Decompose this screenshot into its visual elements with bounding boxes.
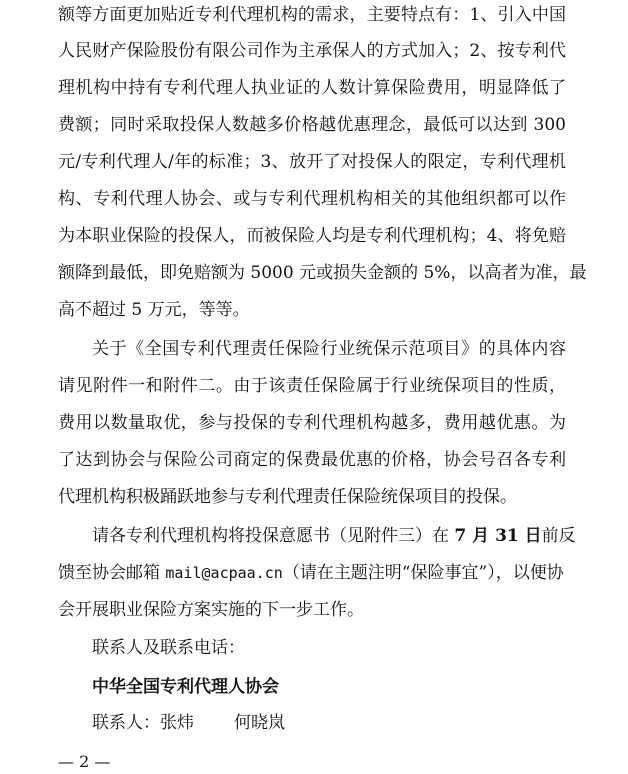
contact-person-1: 张炜 (160, 713, 194, 733)
paragraph-3-line-1-before: 请各专利代理机构将投保意愿书（见附件三）在 (92, 526, 455, 546)
contact-person-2: 何晓岚 (234, 713, 285, 733)
paragraph-3-line-1 (92, 525, 576, 547)
paragraph-1-line-8: 额降到最低，即免赔额为 5000 元或损失金额的 5%，以高者为准，最 (58, 263, 587, 283)
paragraph-1-line-6: 构、专利代理人协会、或与专利代理机构相关的其他组织都可以作 (58, 189, 566, 209)
paragraph-3-line-2-before: 馈至协会邮箱 (58, 563, 166, 583)
deadline-date: 7 月 31 日 (454, 526, 542, 546)
paragraph-1-line-5: 元/专利代理人/年的标准；3、放开了对投保人的限定，专利代理机 (58, 152, 566, 172)
paragraph-1-line-4: 费额；同时采取投保人数越多价格越优惠理念，最低可以达到 300 (58, 115, 566, 135)
paragraph-3-line-2-after: （请在主题注明“保险事宜”），以便协 (282, 563, 564, 583)
contact-persons (92, 712, 285, 734)
contact-intro: 联系人及联系电话： (92, 638, 245, 658)
email-address: mail@acpaa.cn (165, 564, 283, 582)
paragraph-3-line-3: 会开展职业保险方案实施的下一步工作。 (58, 600, 364, 620)
paragraph-2-line-5: 代理机构积极踊跃地参与专利代理责任保险统保项目的投保。 (58, 487, 517, 507)
organization-name: 中华全国专利代理人协会 (92, 677, 279, 697)
paragraph-2-line-2: 请见附件一和附件二。由于该责任保险属于行业统保项目的性质， (58, 376, 566, 396)
paragraph-3-line-1-after: 前反 (541, 526, 576, 546)
paragraph-1-line-1: 额等方面更加贴近专利代理机构的需求，主要特点有：1、引入中国 (58, 5, 566, 25)
contacts-label: 联系人： (92, 713, 160, 733)
page-number: — 2 — (58, 752, 111, 771)
paragraph-1-line-9: 高不超过 5 万元，等等。 (58, 300, 250, 320)
paragraph-1-line-7: 为本职业保险的投保人，而被保险人均是专利代理机构；4、将免赔 (58, 226, 566, 246)
paragraph-2-line-1: 关于《全国专利代理责任保险行业统保示范项目》的具体内容 (92, 339, 566, 359)
paragraph-2-line-3: 费用以数量取优，参与投保的专利代理机构越多，费用越优惠。为 (58, 413, 566, 433)
paragraph-3-line-2 (58, 562, 566, 584)
paragraph-1-line-2: 人民财产保险股份有限公司作为主承保人的方式加入；2、按专利代 (58, 41, 566, 61)
paragraph-2-line-4: 了达到协会与保险公司商定的保费最优惠的价格，协会号召各专利 (58, 450, 566, 470)
paragraph-1-line-3: 理机构中持有专利代理人执业证的人数计算保险费用，明显降低了 (58, 78, 566, 98)
